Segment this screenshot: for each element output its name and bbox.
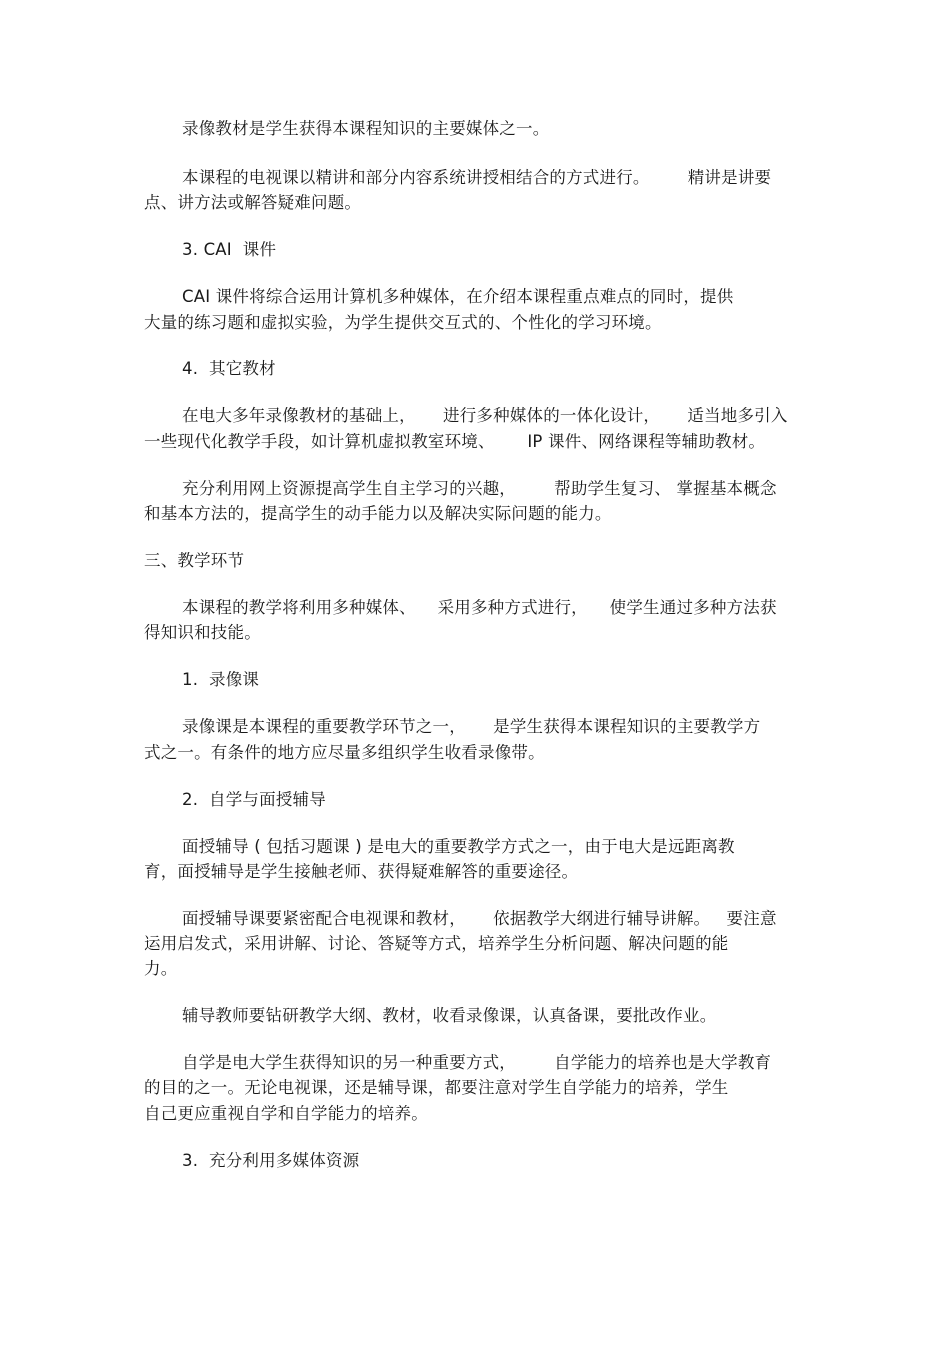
paragraph-line: 辅导教师要钻研教学大纲、教材，收看录像课，认真备课，要批改作业。: [182, 1006, 717, 1025]
paragraph-line: 充分利用网上资源提高学生自主学习的兴趣， 帮助学生复习、 掌握基本概念: [182, 479, 777, 498]
section-heading: 2. 自学与面授辅导: [182, 790, 326, 809]
paragraph-line: 式之一。有条件的地方应尽量多组织学生收看录像带。: [144, 743, 545, 762]
section-heading: 1. 录像课: [182, 670, 260, 689]
paragraph-line: 的目的之一。无论电视课，还是辅导课，都要注意对学生自学能力的培养，学生: [144, 1078, 729, 1097]
paragraph-line: 面授辅导课要紧密配合电视课和教材， 依据教学大纲进行辅导讲解。 要注意: [182, 909, 777, 928]
section-heading: 3. 充分利用多媒体资源: [182, 1151, 360, 1170]
paragraph-line: CAI 课件将综合运用计算机多种媒体，在介绍本课程重点难点的同时，提供: [182, 287, 734, 306]
paragraph-line: 运用启发式，采用讲解、讨论、答疑等方式，培养学生分析问题、解决问题的能: [144, 934, 729, 953]
section-heading: 3. CAI 课件: [182, 240, 277, 259]
paragraph-line: 在电大多年录像教材的基础上， 进行多种媒体的一体化设计， 适当地多引入: [182, 406, 788, 425]
paragraph-line: 育，面授辅导是学生接触老师、获得疑难解答的重要途径。: [144, 862, 579, 881]
paragraph-line: 一些现代化教学手段，如计算机虚拟教室环境、 IP 课件、网络课程等辅助教材。: [144, 432, 766, 451]
paragraph-line: 面授辅导 ( 包括习题课 ) 是电大的重要教学方式之一，由于电大是远距离教: [182, 837, 735, 856]
paragraph-line: 自学是电大学生获得知识的另一种重要方式， 自学能力的培养也是大学教育: [182, 1053, 772, 1072]
paragraph-line: 本课程的电视课以精讲和部分内容系统讲授相结合的方式进行。 精讲是讲要: [182, 168, 772, 187]
paragraph-line: 力。: [144, 959, 178, 978]
paragraph-line: 本课程的教学将利用多种媒体、 采用多种方式进行， 使学生通过多种方法获: [182, 598, 777, 617]
paragraph-line: 大量的练习题和虚拟实验，为学生提供交互式的、个性化的学习环境。: [144, 313, 662, 332]
paragraph-line: 点、讲方法或解答疑难问题。: [144, 193, 362, 212]
paragraph-line: 自己更应重视自学和自学能力的培养。: [144, 1104, 428, 1123]
paragraph-line: 录像课是本课程的重要教学环节之一， 是学生获得本课程知识的主要教学方: [182, 717, 761, 736]
chapter-heading: 三、教学环节: [144, 551, 245, 570]
paragraph-line: 得知识和技能。: [144, 623, 261, 642]
paragraph-line: 和基本方法的，提高学生的动手能力以及解决实际问题的能力。: [144, 504, 612, 523]
paragraph-line: 录像教材是学生获得本课程知识的主要媒体之一。: [182, 119, 550, 138]
section-heading: 4. 其它教材: [182, 359, 276, 378]
